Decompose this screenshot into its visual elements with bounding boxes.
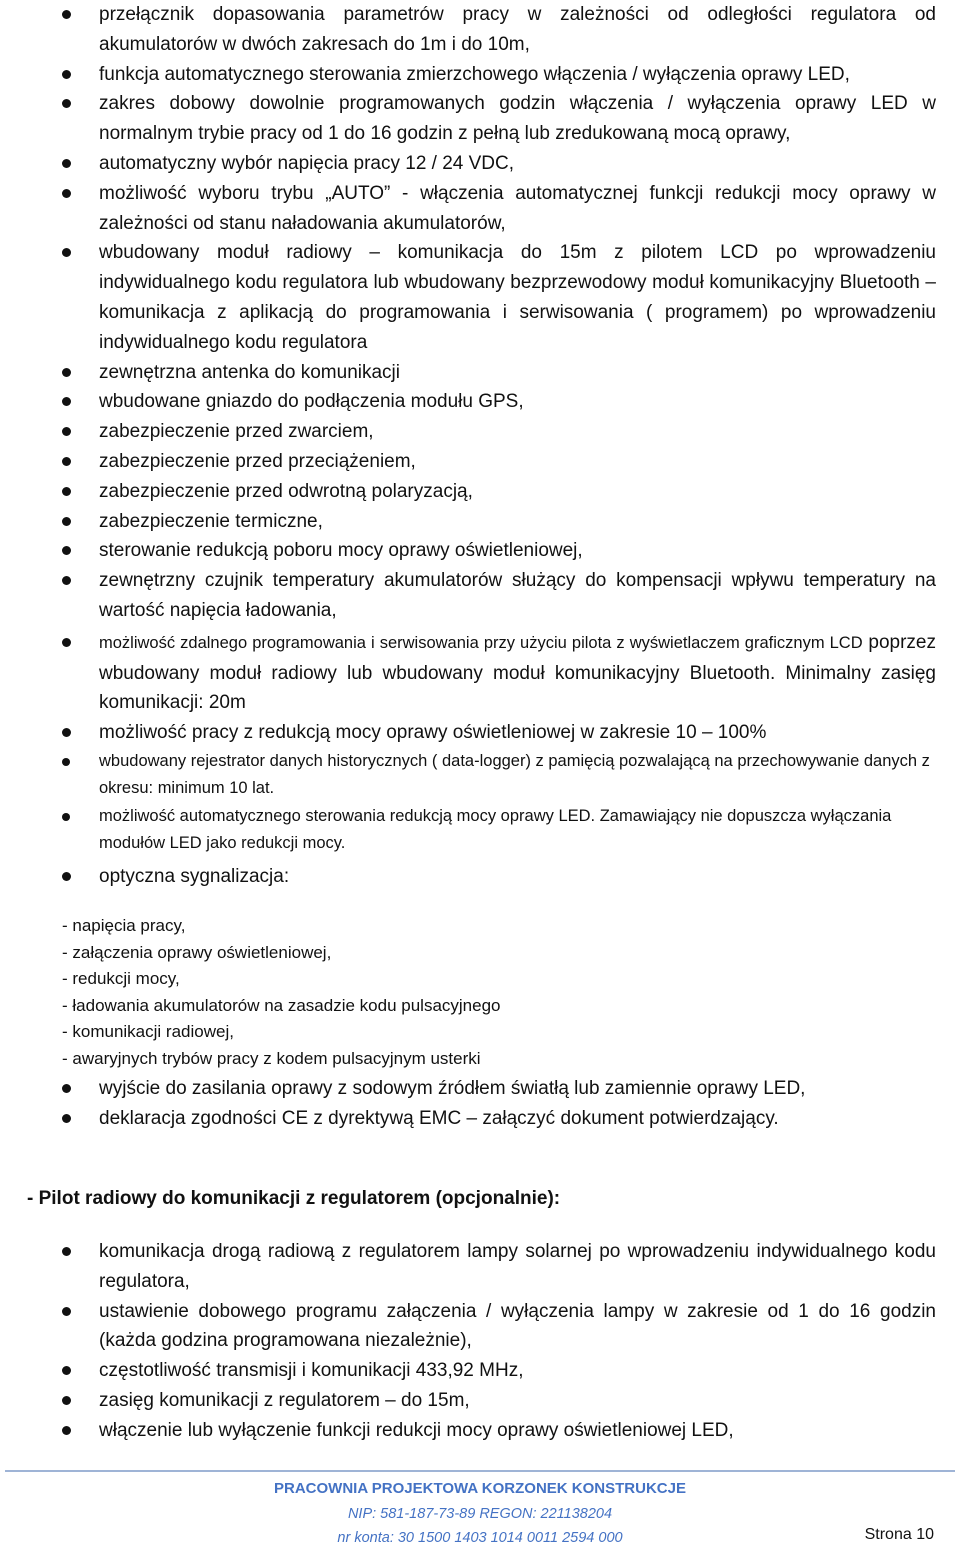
sublist-item: - redukcji mocy, xyxy=(62,969,180,989)
list-item: funkcja automatycznego sterowania zmierzchowego włączenia / wyłączenia oprawy LED, xyxy=(0,60,960,90)
list-item: zasięg komunikacji z regulatorem – do 15m, xyxy=(0,1386,960,1416)
remote-item-part2: poprzez wbudowany moduł radiowy lub wbudowany moduł komunikacyjny Bluetooth. Minimalny zasięg komunikacji: 20m xyxy=(99,631,936,714)
list-item: sterowanie redukcją poboru mocy oprawy oświetleniowej, xyxy=(0,536,960,566)
page-footer xyxy=(0,1476,960,1550)
page-number: Strona 10 xyxy=(864,1526,934,1543)
list-item: wyjście do zasilania oprawy z sodowym źródłem światłą lub zamiennie oprawy LED, xyxy=(0,1074,960,1104)
pilot-features-list xyxy=(0,1237,960,1446)
sublist-item: - awaryjnych trybów pracy z kodem pulsacyjnym usterki xyxy=(62,1048,481,1068)
list-item: zabezpieczenie przed odwrotną polaryzacją, xyxy=(0,477,960,507)
pilot-section-title: - Pilot radiowy do komunikacji z regulatorem (opcjonalnie): xyxy=(27,1188,561,1209)
list-item: ustawienie dobowego programu załączenia / wyłączenia lampy w zakresie od 1 do 16 godzin (każda godzina programowana niezależnie), xyxy=(0,1297,960,1357)
auto-control-item: możliwość automatycznego sterowania redukcją mocy oprawy LED. Zamawiający nie dopuszcza wyłączania modułów LED jako redukcji mocy. xyxy=(0,803,960,858)
sublist-item: - napięcia pracy, xyxy=(62,916,186,935)
list-item: zewnętrzny czujnik temperatury akumulatorów służący do kompensacji wpływu temperatury na wartość napięcia ładowania, xyxy=(0,566,960,626)
data-logger-item: wbudowany rejestrator danych historycznych ( data-logger) z pamięcią pozwalającą na przechowywanie danych z okresu: minimum 10 lat. xyxy=(0,748,960,803)
list-item: zewnętrzna antenka do komunikacji xyxy=(0,358,960,388)
list-item: zabezpieczenie termiczne, xyxy=(0,507,960,537)
sublist-item: - komunikacji radiowej, xyxy=(62,1022,234,1042)
sublist-item: - załączenia oprawy oświetleniowej, xyxy=(62,942,332,962)
list-item: zabezpieczenie przed przeciążeniem, xyxy=(0,447,960,477)
remote-item-part1: możliwość zdalnego programowania i serwisowania przy użyciu pilota z wyświetlaczem graficznym LCD xyxy=(99,633,863,652)
sublist-item: - ładowania akumulatorów na zasadzie kodu pulsacyjnego xyxy=(62,995,501,1015)
list-item: wbudowane gniazdo do podłączenia modułu GPS, xyxy=(0,387,960,417)
remote-programming-item xyxy=(0,628,960,718)
footer-divider xyxy=(5,1470,955,1472)
footer-account: nr konta: 30 1500 1403 1014 0011 2594 000 xyxy=(337,1530,623,1546)
list-item: przełącznik dopasowania parametrów pracy w zależności od odległości regulatora od akumulatorów w dwóch zakresach do 1m i do 10m, xyxy=(0,0,960,60)
optical-signaling-item: optyczna sygnalizacja: xyxy=(0,862,960,892)
optical-signaling-sublist xyxy=(62,913,942,1073)
list-item: deklaracja zgodności CE z dyrektywą EMC – załączyć dokument potwierdzający. xyxy=(0,1104,960,1134)
footer-ids: NIP: 581-187-73-89 REGON: 221138204 xyxy=(347,1506,613,1522)
list-item: zabezpieczenie przed zwarciem, xyxy=(0,417,960,447)
list-item: możliwość wyboru trybu „AUTO” - włączenia automatycznej funkcji redukcji mocy oprawy w zależności od stanu naładowania akumulatorów, xyxy=(0,179,960,239)
list-item: częstotliwość transmisji i komunikacji 433,92 MHz, xyxy=(0,1356,960,1386)
list-item: zakres dobowy dowolnie programowanych godzin włączenia / wyłączenia oprawy LED w normalnym trybie pracy od 1 do 16 godzin z pełną lub zredukowaną mocą oprawy, xyxy=(0,89,960,149)
final-features-list xyxy=(0,1074,960,1134)
list-item: komunikacja drogą radiową z regulatorem lampy solarnej po wprowadzeniu indywidualnego kodu regulatora, xyxy=(0,1237,960,1297)
power-reduction-item: możliwość pracy z redukcją mocy oprawy oświetleniowej w zakresie 10 – 100% xyxy=(0,718,960,748)
list-item: automatyczny wybór napięcia pracy 12 / 24 VDC, xyxy=(0,149,960,179)
footer-company: PRACOWNIA PROJEKTOWA KORZONEK KONSTRUKCJE xyxy=(274,1480,686,1497)
list-item: wbudowany moduł radiowy – komunikacja do 15m z pilotem LCD po wprowadzeniu indywidualnego kodu regulatora lub wbudowany bezprzewodowy moduł komunikacyjny Bluetooth – komunikacja z aplikacją do programowania i serwisowania ( programem) po wprowadzeniu indywidualnego kodu regulatora xyxy=(0,238,960,357)
list-item: włączenie lub wyłączenie funkcji redukcji mocy oprawy oświetleniowej LED, xyxy=(0,1416,960,1446)
